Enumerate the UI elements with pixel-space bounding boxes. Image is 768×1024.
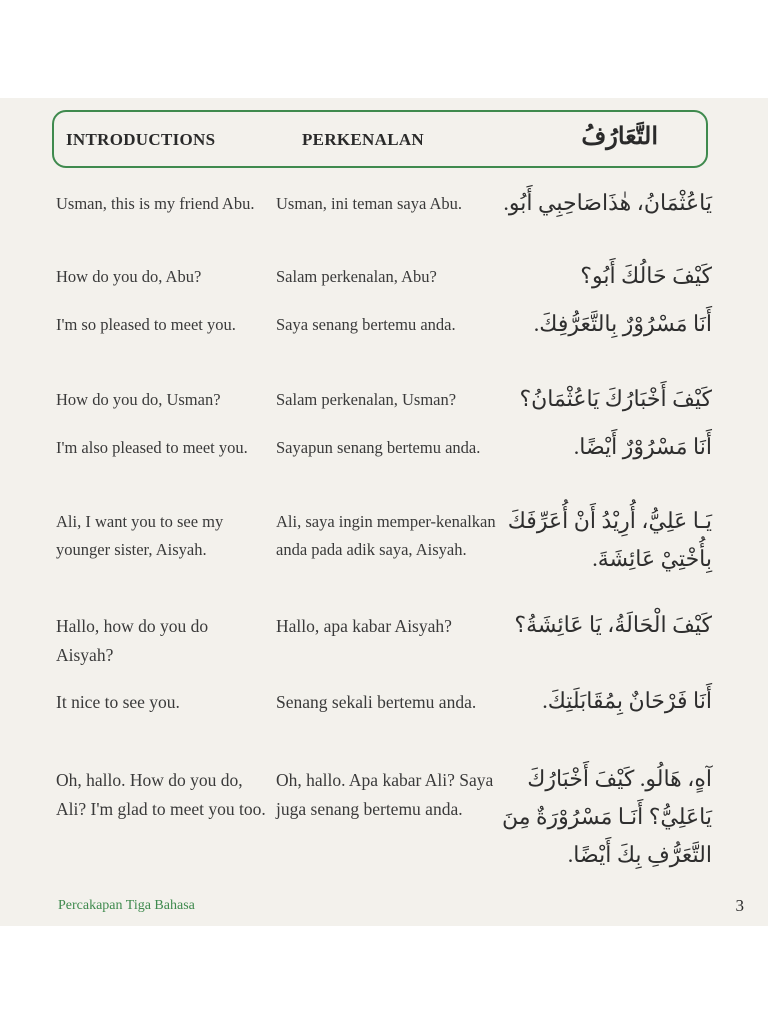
arabic-phrase: يَاعُثْمَانُ، هٰذَاصَاحِبِي أَبُو. [503, 190, 712, 215]
indonesian-phrase: Saya senang bertemu anda. [276, 315, 456, 334]
english-phrase: How do you do, Abu? [56, 267, 202, 286]
header-arabic: التَّعَارُفُ [581, 124, 658, 150]
book-title: Percakapan Tiga Bahasa [58, 898, 195, 913]
arabic-phrase: كَيْفَ أَخْبَارُكَ يَاعُثْمَانُ؟ [519, 386, 712, 411]
arabic-phrase: أَنَا مَسْرُوْرٌ بِالتَّعَرُّفِكَ. [533, 311, 712, 336]
arabic-phrase: كَيْفَ الْحَالَةُ، يَا عَائِشَةُ؟ [514, 612, 712, 637]
indonesian-phrase: Sayapun senang bertemu anda. [276, 438, 481, 457]
header-indonesian: PERKENALAN [302, 130, 425, 149]
indonesian-phrase: Senang sekali bertemu anda. [276, 692, 477, 712]
page-number: 3 [735, 896, 744, 915]
indonesian-phrase: Salam perkenalan, Usman? [276, 390, 457, 409]
book-page [0, 98, 768, 926]
section-header [52, 110, 708, 168]
header-english: INTRODUCTIONS [66, 130, 216, 149]
english-phrase: How do you do, Usman? [56, 390, 221, 409]
arabic-phrase: يَـا عَلِيُّ، أُرِيْدُ أَنْ أُعَرِّفَكَ بِأُخْتِيْ عَائِشَةَ. [507, 508, 712, 571]
english-phrase: Ali, I want you to see my younger sister, Aisyah. [56, 512, 224, 559]
english-phrase: I'm also pleased to meet you. [56, 438, 248, 457]
english-phrase: I'm so pleased to meet you. [56, 315, 236, 334]
english-phrase: It nice to see you. [56, 692, 180, 712]
indonesian-phrase: Usman, ini teman saya Abu. [276, 194, 463, 213]
indonesian-phrase: Salam perkenalan, Abu? [276, 267, 437, 286]
english-phrase: Oh, hallo. How do you do, Ali? I'm glad to meet you too. [56, 770, 266, 819]
arabic-phrase: كَيْفَ حَالُكَ أَبُو؟ [580, 263, 712, 288]
arabic-phrase: آهٍ، هَالُو. كَيْفَ أَخْبَارُكَ يَاعَلِيُّ؟ أَنَـا مَسْرُوْرَةٌ مِنَ التَّعَرُّفِ بِكَ أَيْضًا. [502, 766, 712, 867]
indonesian-phrase: Hallo, apa kabar Aisyah? [276, 616, 452, 636]
indonesian-phrase: Ali, saya ingin memper-kenalkan anda pada adik saya, Aisyah. [276, 512, 496, 559]
english-phrase: Usman, this is my friend Abu. [56, 194, 255, 213]
english-phrase: Hallo, how do you do Aisyah? [56, 616, 209, 665]
indonesian-phrase: Oh, hallo. Apa kabar Ali? Saya juga senang bertemu anda. [276, 770, 494, 819]
arabic-phrase: أَنَا مَسْرُوْرٌ أَيْضًا. [573, 434, 712, 459]
arabic-phrase: أَنَا فَرْحَانٌ بِمُقَابَلَتِكَ. [542, 688, 712, 713]
